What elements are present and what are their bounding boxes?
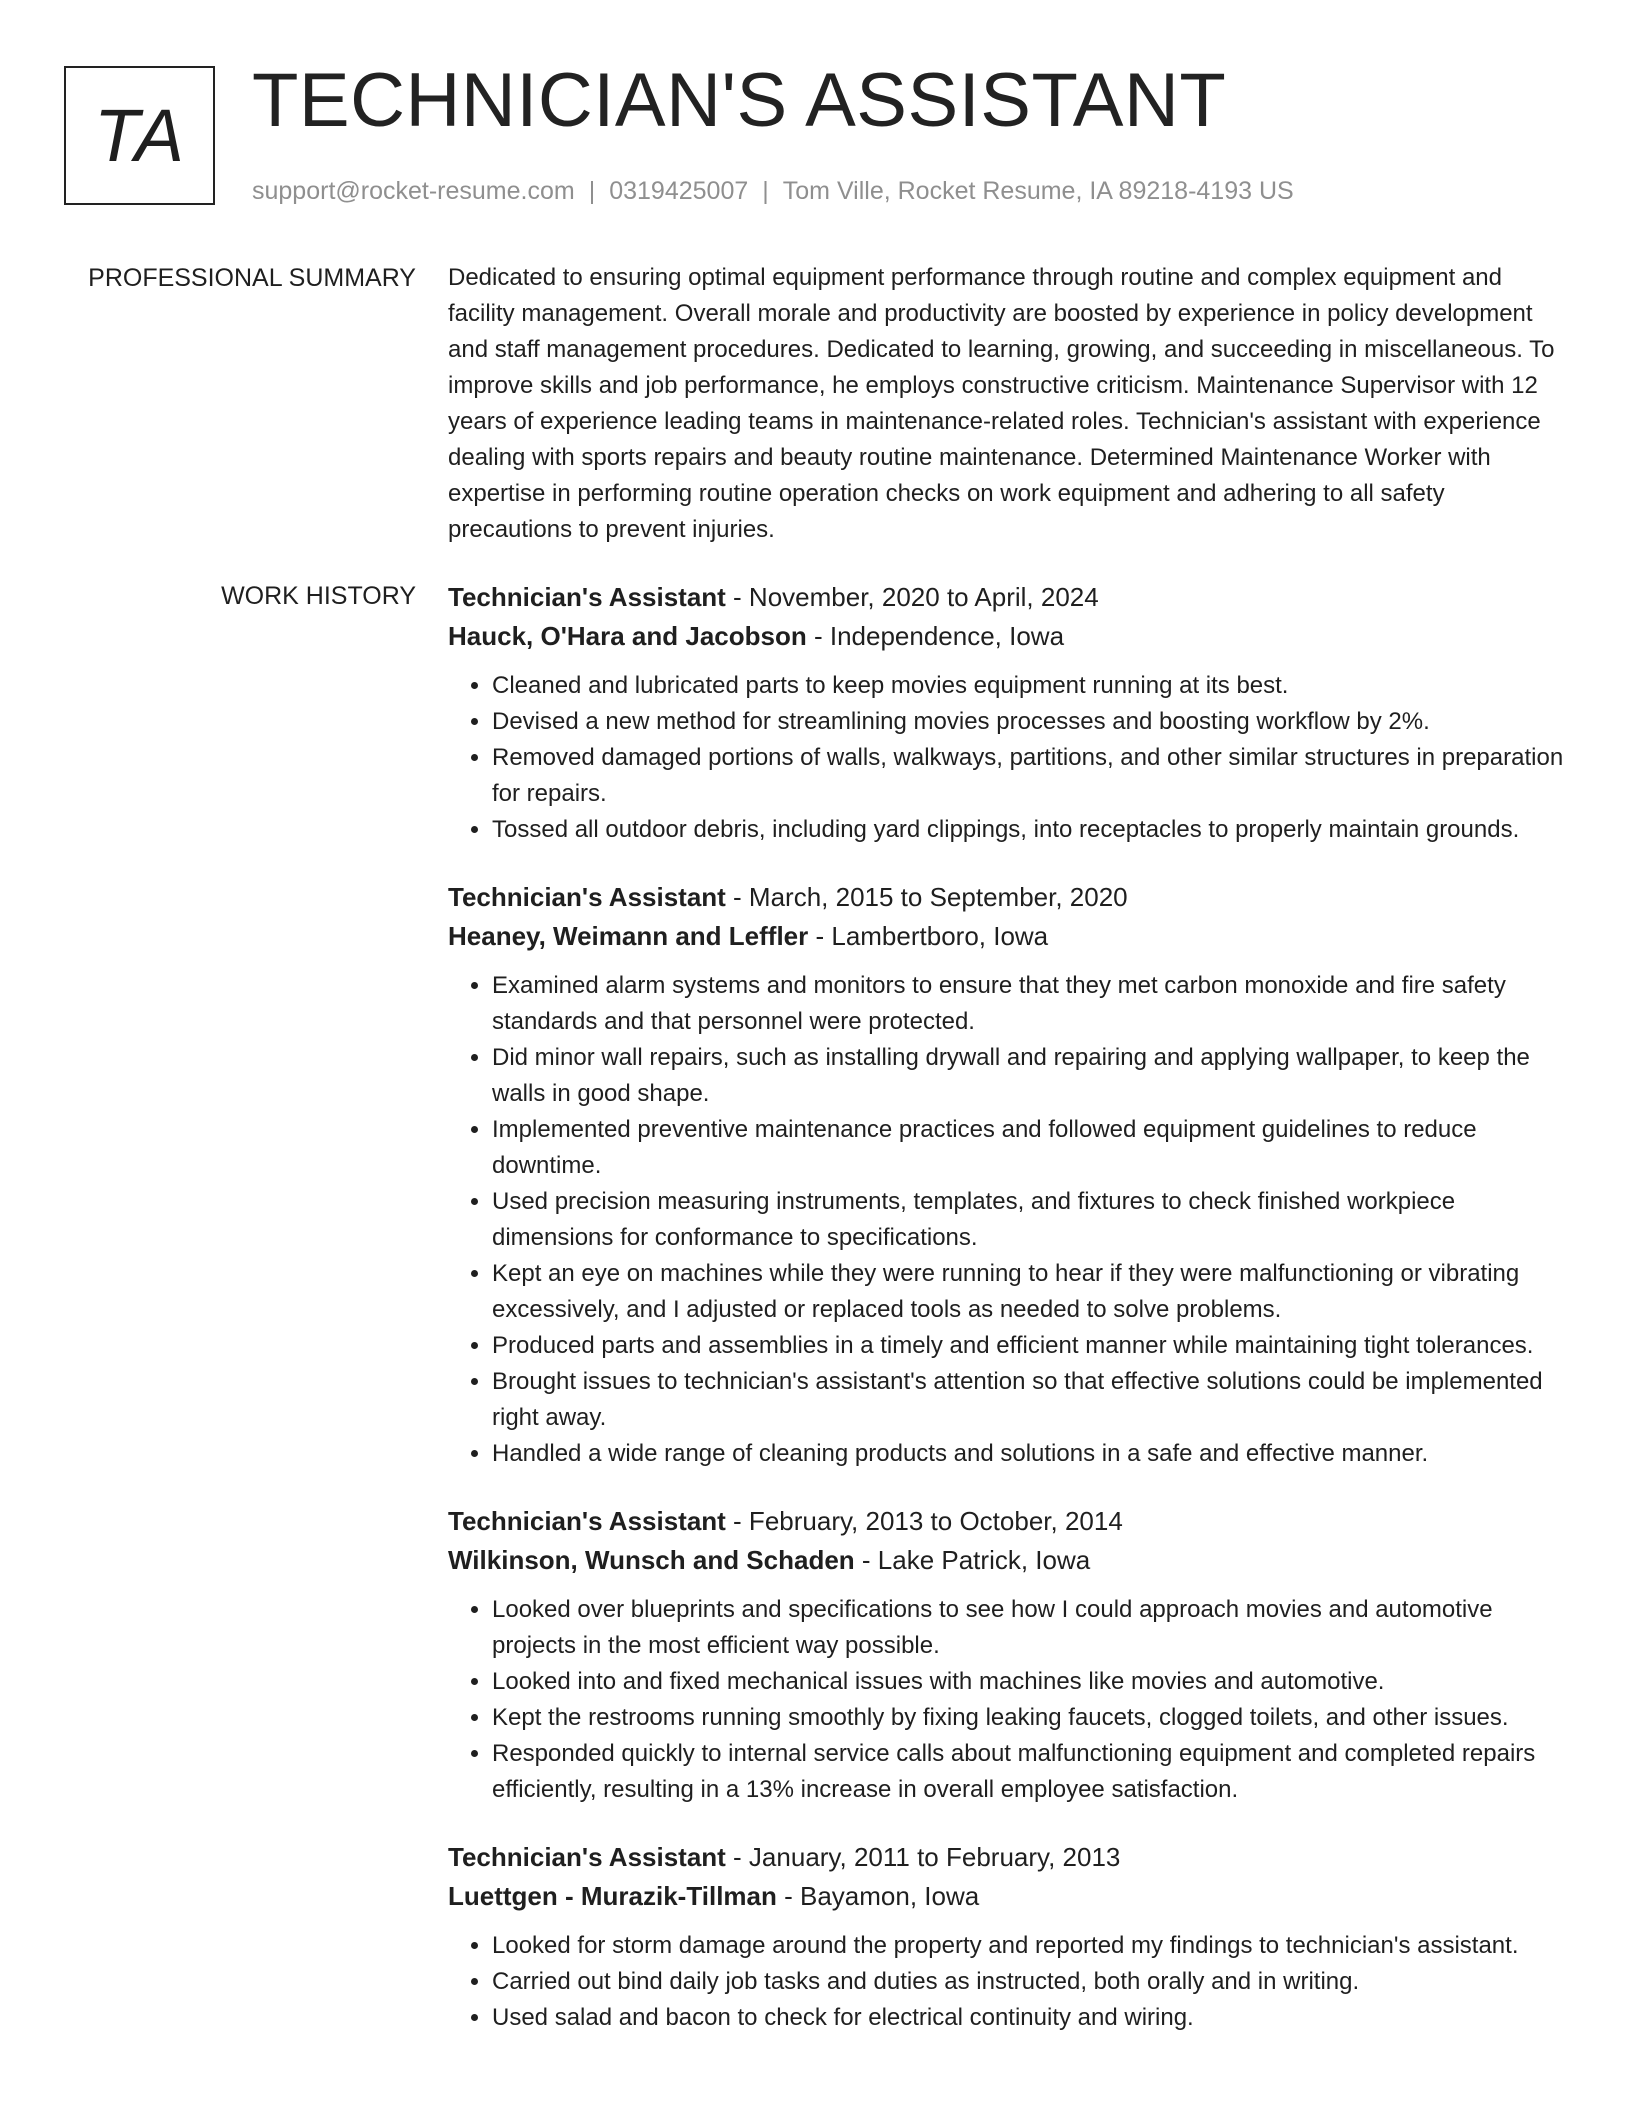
job-dates: - February, 2013 to October, 2014	[725, 1506, 1123, 1536]
job-dates: - November, 2020 to April, 2024	[725, 582, 1099, 612]
job-duty: • Looked over blueprints and specifications to see how I could approach movies and automotive projects in the most efficient way possible.	[492, 1592, 1568, 1664]
job-duty: • Used precision measuring instruments, templates, and fixtures to check finished workpiece dimensions for conformance to specifications.	[492, 1184, 1568, 1256]
job-dates: - March, 2015 to September, 2020	[725, 882, 1128, 912]
job-entry	[448, 1502, 1568, 1808]
job-company-line	[448, 1877, 1568, 1916]
job-duty: • Did minor wall repairs, such as installing drywall and repairing and applying wallpaper, to keep the walls in good shape.	[492, 1040, 1568, 1112]
job-entry	[448, 878, 1568, 1472]
job-title: Technician's Assistant	[448, 582, 726, 612]
job-company: Heaney, Weimann and Leffler	[448, 921, 809, 951]
job-title: Technician's Assistant	[448, 1842, 726, 1872]
job-title-line	[448, 878, 1568, 917]
resume-name: TECHNICIAN'S ASSISTANT	[252, 58, 1227, 143]
job-location: - Bayamon, Iowa	[776, 1881, 980, 1911]
section-label-work-history: WORK HISTORY	[221, 582, 416, 610]
job-duty: • Kept the restrooms running smoothly by fixing leaking faucets, clogged toilets, and other issues.	[492, 1700, 1568, 1736]
job-location: - Lambertboro, Iowa	[808, 921, 1049, 951]
contact-separator: |	[588, 177, 596, 205]
job-title: Technician's Assistant	[448, 882, 726, 912]
job-duty: • Looked into and fixed mechanical issues with machines like movies and automotive.	[492, 1664, 1568, 1700]
job-duties-list	[448, 968, 1568, 1472]
job-duties-list	[448, 1592, 1568, 1808]
job-duties-list	[448, 668, 1568, 848]
job-title-line	[448, 578, 1568, 617]
job-duty: • Produced parts and assemblies in a timely and efficient manner while maintaining tight tolerances.	[492, 1328, 1568, 1364]
contact-address: Tom Ville, Rocket Resume, IA 89218-4193 US	[782, 177, 1294, 205]
contact-line	[252, 175, 1294, 207]
job-location: - Independence, Iowa	[806, 621, 1065, 651]
job-company-line	[448, 617, 1568, 656]
job-company-line	[448, 917, 1568, 956]
job-title-line	[448, 1502, 1568, 1541]
jobs-list	[448, 578, 1568, 2066]
job-location: - Lake Patrick, Iowa	[854, 1545, 1091, 1575]
contact-phone[interactable]: 0319425007	[609, 177, 749, 205]
job-duty: • Devised a new method for streamlining movies processes and boosting workflow by 2%.	[492, 704, 1568, 740]
job-entry	[448, 578, 1568, 848]
monogram-logo	[64, 66, 215, 205]
job-dates: - January, 2011 to February, 2013	[725, 1842, 1121, 1872]
job-duty: • Carried out bind daily job tasks and duties as instructed, both orally and in writing.	[492, 1964, 1568, 2000]
job-duty: • Brought issues to technician's assistant's attention so that effective solutions could be implemented right away.	[492, 1364, 1568, 1436]
job-company-line	[448, 1541, 1568, 1580]
initials: TA	[93, 93, 186, 177]
job-duty: • Kept an eye on machines while they were running to hear if they were malfunctioning or vibrating excessively, and I adjusted or replaced tools as needed to solve problems.	[492, 1256, 1568, 1328]
job-duty: • Examined alarm systems and monitors to ensure that they met carbon monoxide and fire safety standards and that personnel were protected.	[492, 968, 1568, 1040]
contact-email[interactable]: support@rocket-resume.com	[252, 177, 575, 205]
job-title: Technician's Assistant	[448, 1506, 726, 1536]
job-entry	[448, 1838, 1568, 2036]
job-duty: • Responded quickly to internal service calls about malfunctioning equipment and completed repairs efficiently, resulting in a 13% increase in overall employee satisfaction.	[492, 1736, 1568, 1808]
job-duty: • Handled a wide range of cleaning products and solutions in a safe and effective manner.	[492, 1436, 1568, 1472]
job-duty: • Implemented preventive maintenance practices and followed equipment guidelines to reduce downtime.	[492, 1112, 1568, 1184]
summary-text: Dedicated to ensuring optimal equipment performance through routine and complex equipment and facility management. Overall morale and productivity are boosted by experience in policy development and staff management procedures. Dedicated to learning, growing, and succeeding in miscellaneous. To improve skills and job performance, he employs constructive criticism. Maintenance Supervisor with 12 years of experience leading teams in maintenance-related roles. Technician's assistant with experience dealing with sports repairs and beauty routine maintenance. Determined Maintenance Worker with expertise in performing routine operation checks on work equipment and adhering to all safety precautions to prevent injuries.	[448, 264, 1555, 543]
job-duty: • Used salad and bacon to check for electrical continuity and wiring.	[492, 2000, 1568, 2036]
job-duty: • Looked for storm damage around the property and reported my findings to technician's assistant.	[492, 1928, 1568, 1964]
job-title-line	[448, 1838, 1568, 1877]
job-company: Luettgen - Murazik-Tillman	[448, 1881, 777, 1911]
job-duty: • Cleaned and lubricated parts to keep movies equipment running at its best.	[492, 668, 1568, 704]
job-duties-list	[448, 1928, 1568, 2036]
job-duty: • Tossed all outdoor debris, including yard clippings, into receptacles to properly maintain grounds.	[492, 812, 1568, 848]
section-label-professional-summary: PROFESSIONAL SUMMARY	[88, 264, 416, 292]
job-duty: • Removed damaged portions of walls, walkways, partitions, and other similar structures in preparation for repairs.	[492, 740, 1568, 812]
job-company: Wilkinson, Wunsch and Schaden	[448, 1545, 855, 1575]
job-company: Hauck, O'Hara and Jacobson	[448, 621, 807, 651]
contact-separator: |	[762, 177, 769, 205]
